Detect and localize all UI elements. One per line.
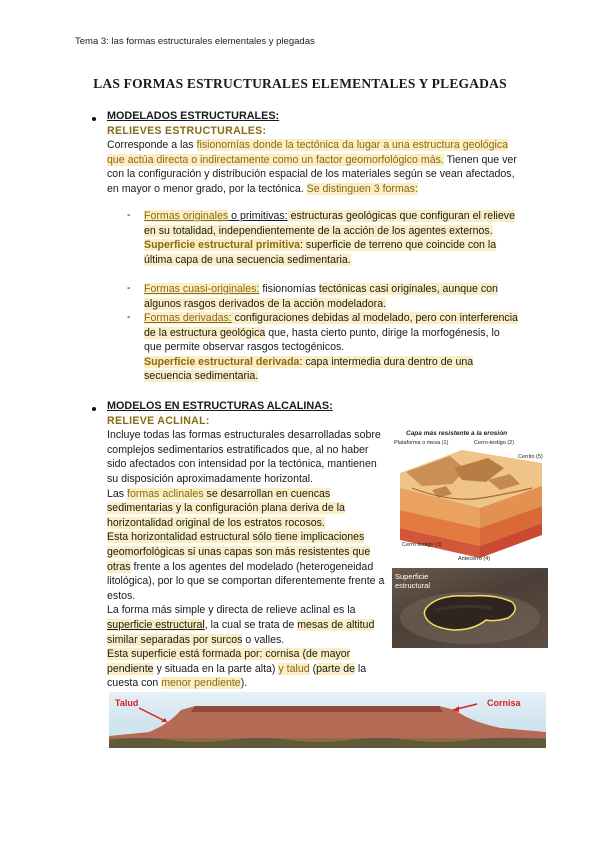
figure3-label-talud: Talud <box>115 698 139 708</box>
section1-subheading: RELIEVES ESTRUCTURALES: <box>107 124 267 137</box>
section2-subheading: RELIEVE ACLINAL: <box>107 414 210 427</box>
bullet <box>92 117 96 121</box>
dash: - <box>127 282 131 294</box>
block-diagram-figure <box>392 428 548 566</box>
section2-text: MODELOS EN ESTRUCTURAS ALCALINAS: RELIEVE ACLINAL: Incluye todas las formas estructurales desarrolladas sobre complejos sedimentarios estratificados que, al no haber sido afectados con intensidad por la tectónica, mantienen su disposición aproximadamente horizontal. Las formas aclinales se desarrollan en cuencas sedimentarias y la configuración plana deriva de la horizontalidad original de los estratos rocosos. Esta horizontalidad estructural sólo tiene implicaciones geomorfológicas si unas capas son más resistentes que otras frente a los agentes del modelado (heterogeneidad litológica), por lo que se comportan diferentemente frente a estos. La forma más simple y directa de relieve aclinal es la superficie estructural, la cual se trata de mesas de altitud similar separadas por surcos o valles. Esta superficie está formada por: cornisa (de mayor pendiente y situada en la parte alta) y talud (parte de la cuesta con menor pendiente). <box>107 399 387 691</box>
section1-paragraph: Corresponde a las fisionomías donde la tectónica da lugar a una estructura geológica que actúa directa o indirectamente como un factor geomorfológico más. Tienen que ver con la configuración y distribución espacial de los materiales según se vean afectados, en mayor o menor grado, por la tectónica. Se distinguen 3 formas: <box>107 139 517 195</box>
bullet <box>92 407 96 411</box>
figure1-label: Cerrito (5) <box>518 454 543 460</box>
mesa-photo-illustration <box>109 692 546 748</box>
document-title: LAS FORMAS ESTRUCTURALES ELEMENTALES Y PLEGADAS <box>93 76 507 91</box>
mesa-photo-figure <box>109 692 546 748</box>
figure1-caption: Capa más resistente a la erosión <box>406 430 508 437</box>
figure1-label: Cerro testigo (3) <box>402 542 442 548</box>
aerial-photo-figure <box>392 568 548 648</box>
figure1-label: Cerro-testigo (2) <box>474 440 515 446</box>
dash: - <box>127 311 131 323</box>
list-item-formas-derivadas: Formas derivadas: configuraciones debidas al modelado, pero con interferencia de la estructura geológica que, hasta cierto punto, dirige la morfogénesis, lo que permite observar rasgos tectogénicos. Superficie estructural derivada: capa intermedia dura dentro de una secuencia sedimentaria. <box>144 312 518 383</box>
figure1-label: Plataforma o mesa (1) <box>394 440 449 446</box>
dash: - <box>127 209 131 221</box>
list-item-formas-cuasi-originales: Formas cuasi-originales: fisionomías tectónicas casi originales, aunque con algunos rasgos derivados de la acción modeladora. <box>144 283 498 310</box>
list-item-formas-originales: Formas originales o primitivas: estructuras geológicas que configuran el relieve en su totalidad, independientemente de la acción de los agentes externos. Superficie estructural primitiva: superficie de terreno que coincide con la última capa de una secuencia sedimentaria. <box>144 210 515 266</box>
section2-heading: MODELOS EN ESTRUCTURAS ALCALINAS: <box>107 400 333 412</box>
figure2-label: Superficie estructural <box>395 572 431 590</box>
page-header: Tema 3: las formas estructurales elementales y plegadas <box>75 36 315 47</box>
figure1-label: Antecerro (4) <box>458 556 491 562</box>
section1-heading-block <box>107 109 527 197</box>
section1-heading: MODELADOS ESTRUCTURALES: <box>107 110 280 122</box>
figure3-label-cornisa: Cornisa <box>487 698 521 708</box>
